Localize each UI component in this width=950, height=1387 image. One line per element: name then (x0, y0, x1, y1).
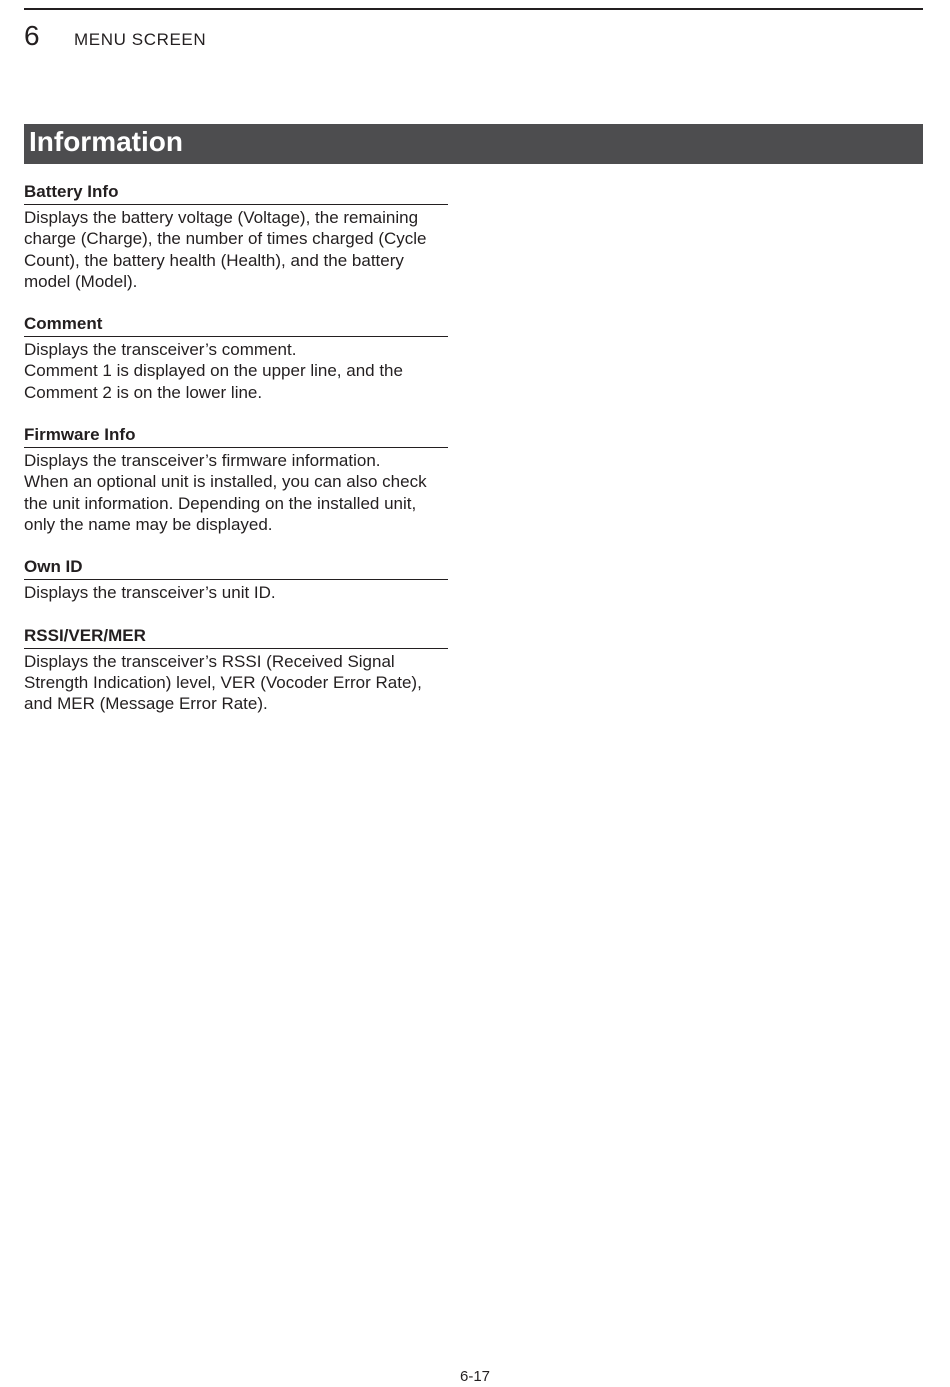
item-own-id (24, 557, 448, 603)
description-line: Comment 1 is displayed on the upper line, and the (24, 361, 403, 381)
chapter-number: 6 (24, 20, 40, 51)
information-items (24, 182, 448, 736)
description-line: Displays the transceiver’s firmware information. (24, 451, 381, 471)
description-line: Count), the battery health (Health), and the battery (24, 250, 404, 270)
chapter-title: MENU SCREEN (74, 30, 207, 49)
item-firmware-info (24, 425, 448, 535)
description-line: Displays the transceiver’s comment. (24, 340, 297, 360)
description-line: charge (Charge), the number of times charged (Cycle (24, 229, 427, 249)
description-line: When an optional unit is installed, you can also check (24, 472, 427, 492)
item-heading: Battery Info (24, 182, 448, 205)
item-description (24, 651, 448, 715)
item-description (24, 450, 448, 535)
description-line: Displays the battery voltage (Voltage), the remaining (24, 208, 419, 227)
description-line: Comment 2 is on the lower line. (24, 382, 263, 402)
item-comment (24, 314, 448, 403)
item-heading: Comment (24, 314, 448, 337)
description-line: only the name may be displayed. (24, 514, 273, 534)
section-title: Information (29, 126, 183, 157)
item-battery-info (24, 182, 448, 292)
item-description (24, 339, 448, 403)
description-line: and MER (Message Error Rate). (24, 694, 268, 714)
description-line: Strength Indication) level, VER (Vocoder Error Rate), (24, 672, 422, 692)
section-banner (24, 124, 923, 164)
header-rule (24, 8, 923, 10)
item-rssi-ver-mer (24, 626, 448, 715)
item-description (24, 207, 448, 292)
page-number: 6-17 (459, 1368, 491, 1385)
item-heading: RSSI/VER/MER (24, 626, 448, 649)
description-line: the unit information. Depending on the installed unit, (24, 493, 417, 513)
description-line: model (Model). (24, 271, 138, 291)
description-line: Displays the transceiver’s RSSI (Received Signal (24, 651, 395, 671)
item-heading: Firmware Info (24, 425, 448, 448)
item-heading: Own ID (24, 557, 448, 580)
item-description (24, 582, 448, 603)
description-line: Displays the transceiver’s unit ID. (24, 583, 276, 603)
